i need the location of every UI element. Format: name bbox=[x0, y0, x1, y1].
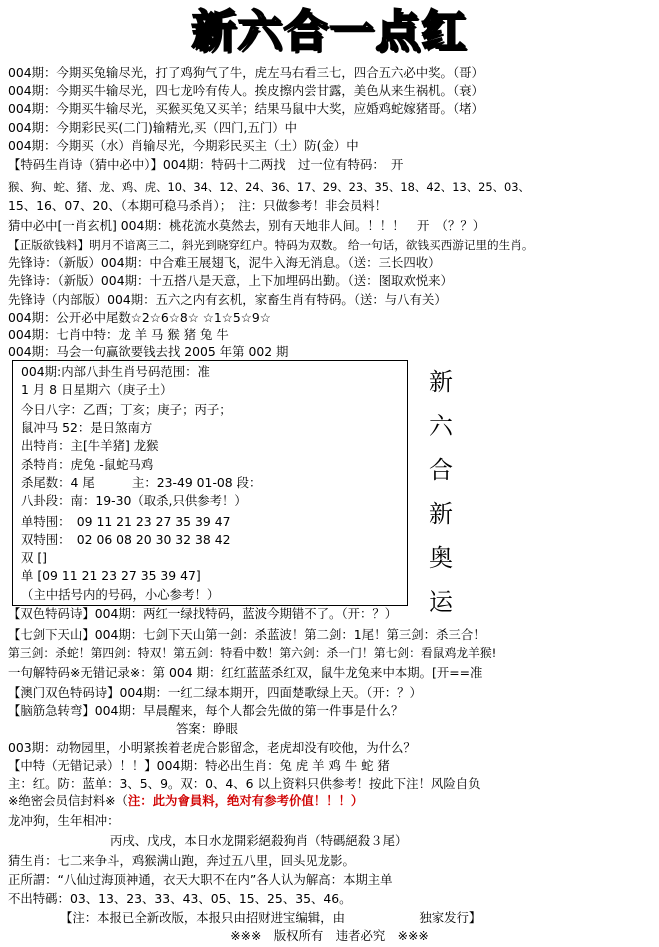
copyright: ※※※ 版权所有 违者必究 ※※※ bbox=[230, 928, 429, 943]
box-line: 鼠冲马 52：是日煞南方 bbox=[21, 420, 153, 435]
text-line: 猜生肖：七二来争斗，鸡猴满山跑，奔过五八里，回头见龙影。 bbox=[8, 853, 355, 868]
answer-line: 答案：睁眼 bbox=[176, 721, 238, 736]
text-line bbox=[8, 792, 363, 810]
text-line: 先锋诗：（新版）004期：十五搭八是天意，上下加埋码出勤。（送：图取欢悦来） bbox=[8, 273, 453, 288]
text-line: 先锋诗：（新版）004期：中合难王展翅飞，泥牛入海无消息。（送：三长四收） bbox=[8, 255, 441, 270]
text-line: 猴、狗、蛇、猪、龙、鸡、虎、10、34、12、24、36、17、29、23、35、18、42、13、25、03、 bbox=[8, 180, 530, 194]
text-line: 004期：七肖中特：龙 羊 马 猴 猪 兔 牛 bbox=[8, 327, 229, 342]
box-line: 杀尾数：4 尾 主：23-49 01-08 段： bbox=[21, 475, 262, 490]
text-line: 一句解特码※无错记录※：第 004 期：红红蓝蓝杀红双，鼠牛龙兔来中本期。[开==准 bbox=[8, 665, 483, 680]
text-line: 【双色特码诗】004期：两红一绿找特码，蓝波今期错不了。（开：？） bbox=[8, 606, 398, 621]
text-line: 004期：今期彩民买(二门)输精光,买（四门,五门）中 bbox=[8, 120, 298, 135]
text-line: 004期：今期买牛输尽光，买猴买兔又买羊；结果马鼠中大奖，应婚鸡蛇嫁猪哥。（堵） bbox=[8, 101, 484, 116]
text-line: 004期：今期买牛输尽光，四七龙吟有传人。挨皮擦内尝甘露，美色从来生祸机。（衰） bbox=[8, 83, 484, 98]
text-line: 004期：今期买兔输尽光，打了鸡狗气了牛，虎左马右看三七，四合五六必中奖。（哥） bbox=[8, 65, 484, 80]
text-line: 【正版欲钱料】明月不谙离三二，斜光到晓穿红户。特码为双数。 给一句话，欲钱买西游记里的生肖。 bbox=[8, 238, 534, 252]
text-line: 龙冲狗，生年相冲： bbox=[8, 813, 120, 828]
text-line: 不出特碼：03、13、23、33、43、05、15、25、35、46。 bbox=[8, 891, 352, 906]
text-line: 【七剑下天山】004期：七剑下天山第一剑：杀蓝波！第二剑：1尾！第三剑：杀三合！ bbox=[8, 627, 486, 642]
footer-notice: 【注：本报已全新改版，本报只由招财进宝编辑，由 独家发行】 bbox=[60, 910, 482, 925]
text-line: 丙戌、戊戌，本日水龙開彩絕殺狗肖（特碼絕殺３尾） bbox=[110, 833, 408, 848]
box-line: 1 月 8 日星期六（庚子土） bbox=[21, 382, 173, 397]
box-line: 单 [09 11 21 23 27 35 39 47] bbox=[21, 568, 201, 583]
box-line: 双 [] bbox=[21, 550, 47, 565]
box-line: 今日八字：乙酉；丁亥；庚子；丙子； bbox=[21, 402, 232, 417]
box-line: 出特肖：主[牛羊猪] 龙猴 bbox=[21, 438, 159, 453]
text-line: 第三剑：杀蛇！第四剑：特双！第五剑：特看中数！第六剑：杀一门！第七剑：看鼠鸡龙羊猴! bbox=[8, 646, 497, 660]
text-line: 15、16、07、20、（本期可稳马杀肖）； 注：只做参考！非会员料！ bbox=[8, 198, 388, 213]
text-line: 正所謂：“八仙过海顶神通，衣天大职不在内”各人认为解高：本期主单 bbox=[8, 872, 393, 887]
box-line: 004期:内部八卦生肖号码范围：准 bbox=[21, 364, 210, 379]
text-line: 先锋诗（内部版）004期：五六之内有玄机，家畜生肖有特码。（送：与八有关） bbox=[8, 292, 447, 307]
text-line: 猜中必中[一肖玄机] 004期：桃花流水莫然去，别有天地非人间。！！！ 开 （？？） bbox=[8, 218, 486, 233]
text-line: 【中特（无错记录）！！】004期：特必出生肖：兔 虎 羊 鸡 牛 蛇 猪 bbox=[8, 758, 390, 773]
vertical-char: 新 bbox=[429, 368, 453, 396]
text-line: 004期：今期买（水）肖输尽光，今期彩民买主（土）防(金）中 bbox=[8, 138, 359, 153]
text-line: 004期：公开必中尾数☆2☆6☆8☆ ☆1☆5☆9☆ bbox=[8, 310, 271, 325]
text-line: 【脑筋急转弯】004期：早晨醒来，每个人都会先做的第一件事是什么？ bbox=[8, 703, 404, 718]
vertical-slogan bbox=[423, 360, 459, 624]
box-line: （主中括号内的号码，小心参考！） bbox=[21, 587, 220, 602]
page-title: 新六合一点红 bbox=[191, 6, 468, 57]
text-line: 【特码生肖诗（猜中必中）】004期：特码十二两找 过一位有特码： 开 bbox=[8, 157, 404, 172]
box-line: 单特围： 09 11 21 23 27 35 39 47 bbox=[21, 514, 231, 529]
text-line: 主：红。防：蓝单：3、5、9。双：0、4、6 以上资料只供参考！按此下注！风险自负 bbox=[8, 776, 481, 791]
secret-label: ※绝密会员信封料※（ bbox=[8, 793, 128, 808]
box-line: 八卦段：南：19-30（取杀,只供参考！） bbox=[21, 493, 247, 508]
text-line: 【澳门双色特码诗】004期：一红二绿本期开，四面楚歌绿上天。（开：？） bbox=[8, 685, 422, 700]
box-line: 杀特肖：虎兔 -鼠蛇马鸡 bbox=[21, 457, 154, 472]
member-note: 注：此为會員料，绝对有参考价值！！！） bbox=[127, 793, 364, 808]
vertical-char: 运 bbox=[429, 588, 453, 616]
vertical-char: 奥 bbox=[429, 544, 453, 572]
vertical-char: 六 bbox=[429, 412, 453, 440]
vertical-char: 合 bbox=[429, 456, 453, 484]
text-line: 004期：马会一句赢欲要钱去找 2005 年第 002 期 bbox=[8, 344, 289, 359]
box-line: 双特围： 02 06 08 20 30 32 38 42 bbox=[21, 532, 231, 547]
text-line: 003期：动物园里，小明紧挨着老虎合影留念，老虎却没有咬他，为什么？ bbox=[8, 740, 416, 755]
vertical-char: 新 bbox=[429, 500, 453, 528]
bagua-box bbox=[12, 360, 408, 606]
